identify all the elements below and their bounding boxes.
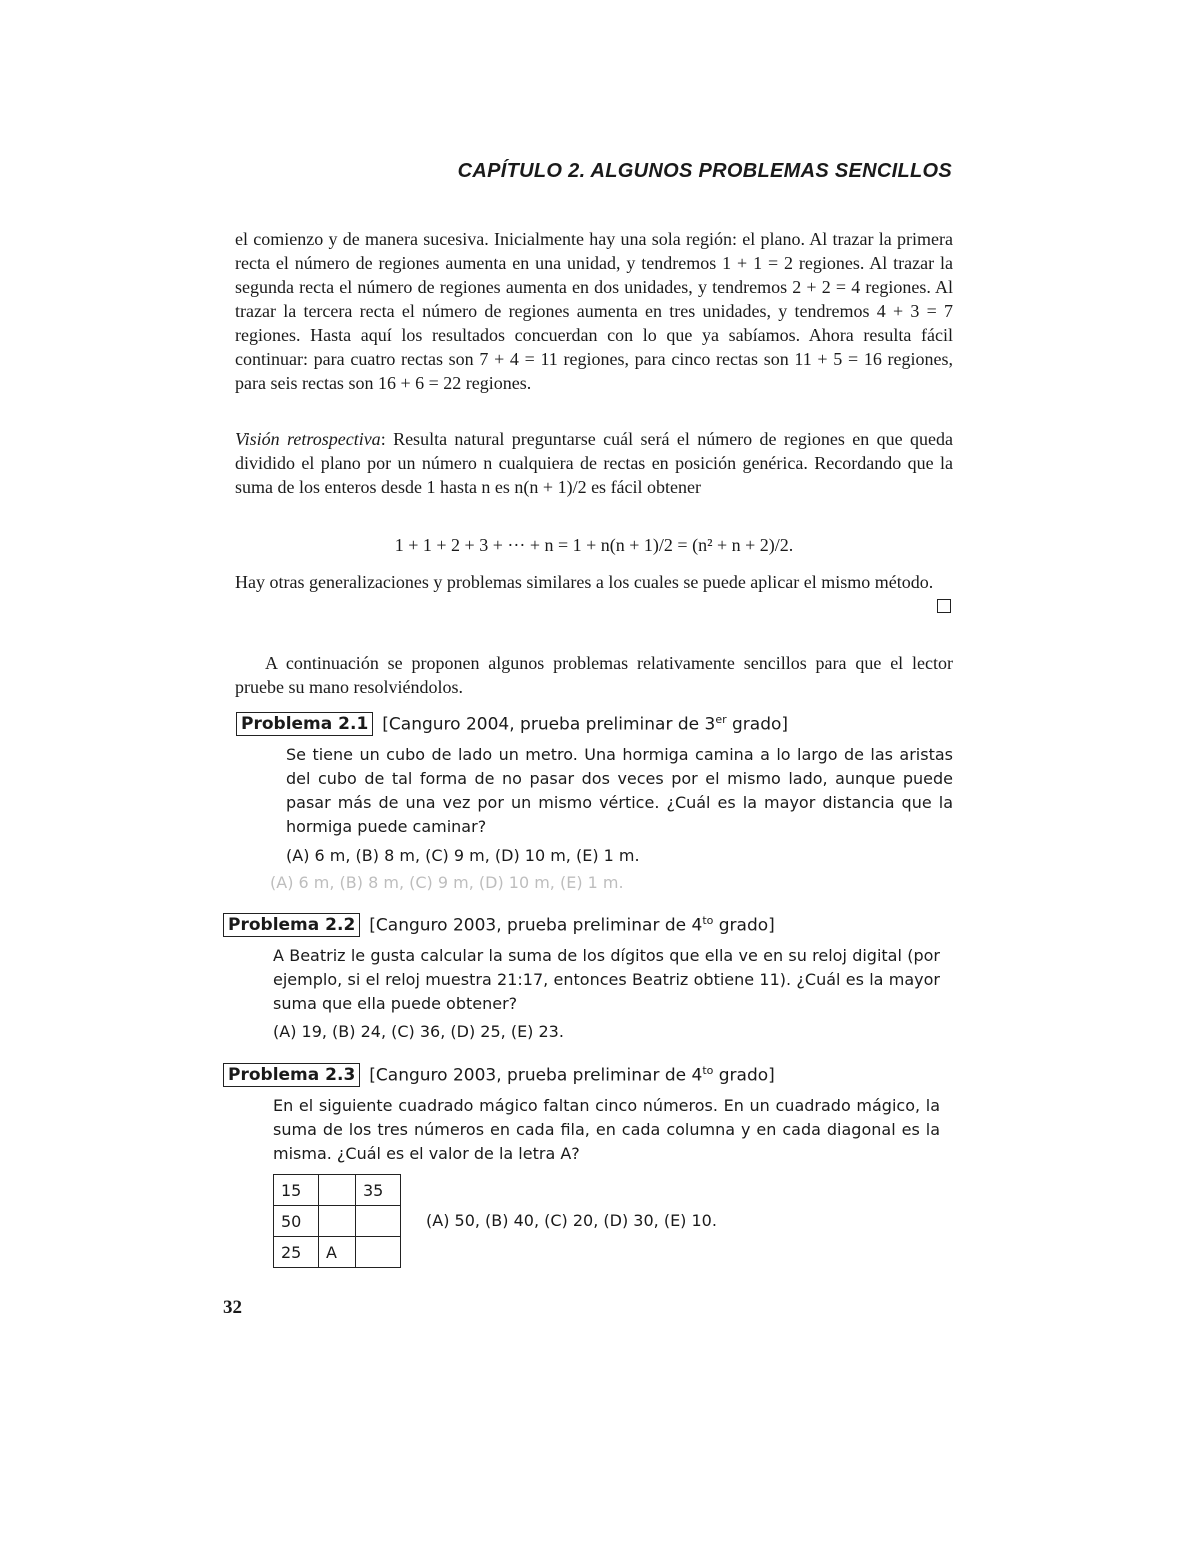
problem-source: [Canguro 2003, prueba preliminar de $4^{to}$ grado] bbox=[369, 914, 775, 936]
body-paragraph-2 bbox=[235, 427, 953, 499]
table-cell: 50 bbox=[274, 1206, 319, 1237]
problem-options: (A) 6 m, (B) 8 m, (C) 9 m, (D) 10 m, (E) 1 m. bbox=[286, 846, 640, 865]
page-number: 32 bbox=[223, 1297, 242, 1318]
problem-heading bbox=[223, 913, 775, 937]
problem-options: (A) 50, (B) 40, (C) 20, (D) 30, (E) 10. bbox=[426, 1211, 717, 1230]
problem-heading bbox=[236, 712, 788, 736]
problem-source: [Canguro 2004, prueba preliminar de 3er grado] bbox=[382, 713, 789, 735]
running-head: CAPÍTULO 2. ALGUNOS PROBLEMAS SENCILLOS bbox=[457, 160, 952, 182]
problem-text: A Beatriz le gusta calcular la suma de los dígitos que ella ve en su reloj digital (por ejemplo, si el reloj muestra 21:17, entonces Beatriz obtiene 11). ¿Cuál es la mayor suma que ella puede obtener? bbox=[273, 946, 940, 1013]
problem-source: [Canguro 2003, prueba preliminar de $4^{to}$ grado] bbox=[369, 1064, 775, 1086]
problem-text: Se tiene un cubo de lado un metro. Una hormiga camina a lo largo de las aristas del cubo de tal forma de no pasar dos veces por el mismo lado, aunque puede pasar más de una vez por un mismo vértice. ¿Cuál es la mayor distancia que la hormiga puede caminar? bbox=[286, 745, 953, 836]
table-cell: A bbox=[319, 1237, 356, 1268]
retrospective-label: Visión retrospectiva bbox=[235, 429, 381, 449]
table-row bbox=[274, 1206, 401, 1237]
table-cell bbox=[319, 1175, 356, 1206]
sum-formula: 1 + 1 + 2 + 3 + ··· + n = 1 + n(n + 1)/2 = (n² + n + 2)/2. bbox=[394, 535, 794, 555]
table-cell bbox=[356, 1206, 401, 1237]
table-cell bbox=[319, 1206, 356, 1237]
problem-label: Problema 2.2 bbox=[223, 913, 360, 937]
scan-artifact: (A) 6 m, (B) 8 m, (C) 9 m, (D) 10 m, (E) 1 m. bbox=[270, 873, 624, 892]
problem-label: Problema 2.1 bbox=[236, 712, 373, 736]
problem-heading bbox=[223, 1063, 775, 1087]
body-paragraph-4: A continuación se proponen algunos problemas relativamente sencillos para que el lector pruebe su mano resolviéndolos. bbox=[235, 653, 953, 697]
qed-square-icon bbox=[937, 599, 951, 613]
body-paragraph-1: el comienzo y de manera sucesiva. Inicialmente hay una sola región: el plano. Al trazar la primera recta el número de regiones aumenta en una unidad, y tendremos 1 + 1 = 2 regiones. Al trazar la segunda recta el número de regiones aumenta en dos unidades, y tendremos 2 + 2 = 4 regiones. Al trazar la tercera recta el número de regiones aumenta en tres unidades, y tendremos 4 + 3 = 7 regiones. Hasta aquí los resultados concuerdan con lo que ya sabíamos. Ahora resulta fácil continuar: para cuatro rectas son 7 + 4 = 11 regiones, para cinco rectas son 11 + 5 = 16 regiones, para seis rectas son 16 + 6 = 22 regiones. bbox=[235, 229, 953, 393]
body-paragraph-3: Hay otras generalizaciones y problemas similares a los cuales se puede aplicar el mismo método. bbox=[235, 572, 934, 592]
table-cell: 15 bbox=[274, 1175, 319, 1206]
table-cell: 25 bbox=[274, 1237, 319, 1268]
table-cell: 35 bbox=[356, 1175, 401, 1206]
magic-square-table bbox=[273, 1174, 401, 1268]
table-cell bbox=[356, 1237, 401, 1268]
retrospective-text: : Resulta natural preguntarse cuál será el número de regiones en que queda dividido el plano por un número n cualquiera de rectas en posición genérica. Recordando que la suma de los enteros desde 1 hasta n es n(n + 1)/2 es fácil obtener bbox=[235, 429, 953, 497]
problem-label: Problema 2.3 bbox=[223, 1063, 360, 1087]
problem-text: En el siguiente cuadrado mágico faltan cinco números. En un cuadrado mágico, la suma de los tres números en cada fila, en cada columna y en cada diagonal es la misma. ¿Cuál es el valor de la letra A? bbox=[273, 1096, 940, 1163]
problem-options: (A) 19, (B) 24, (C) 36, (D) 25, (E) 23. bbox=[273, 1022, 564, 1041]
table-row bbox=[274, 1237, 401, 1268]
table-row bbox=[274, 1175, 401, 1206]
